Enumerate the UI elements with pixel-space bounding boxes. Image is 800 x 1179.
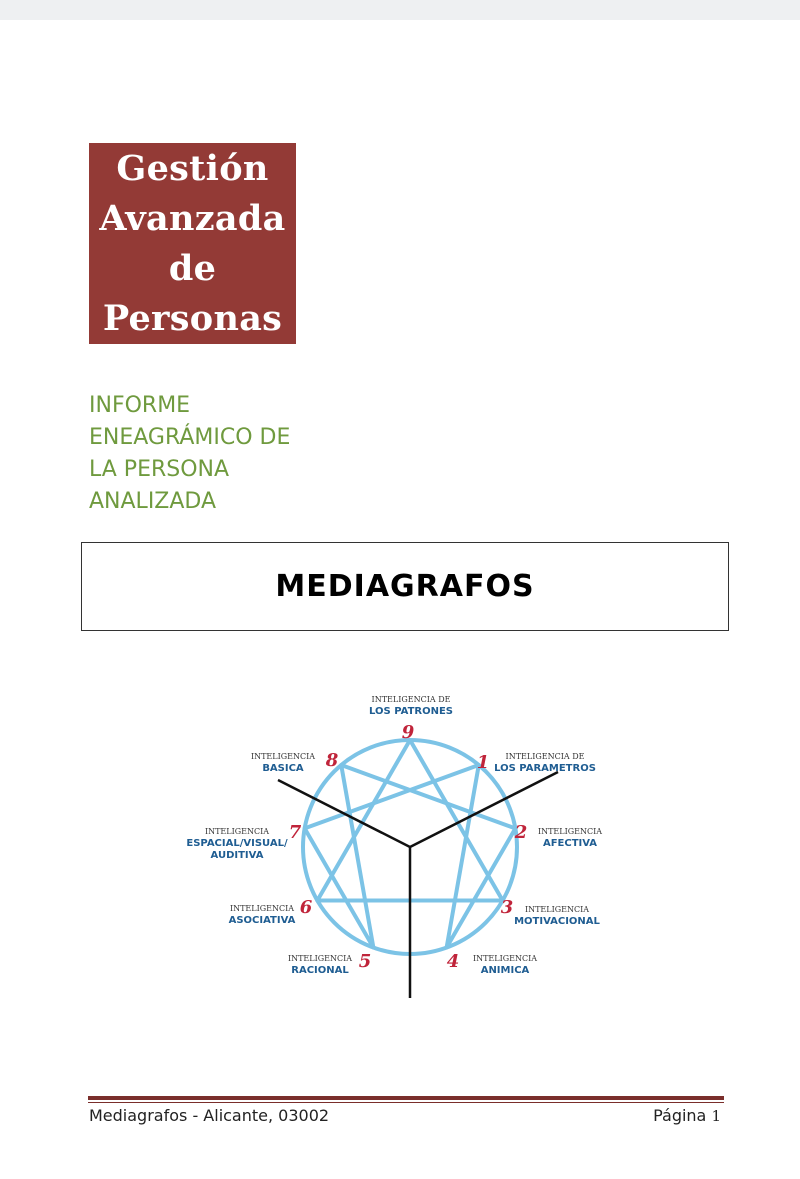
label-name-9: LOS PATRONES [369, 706, 453, 717]
label-name-3: MOTIVACIONAL [514, 916, 600, 927]
label-small-3: INTELIGENCIA [524, 905, 590, 914]
label-small-7: INTELIGENCIA [204, 827, 270, 836]
label-small-4: INTELIGENCIA [472, 954, 538, 963]
page-number: 1 [711, 1107, 721, 1125]
page-label: Página [653, 1106, 707, 1125]
logo-line-1: Gestión [116, 147, 269, 189]
enneagram-number-8: 8 [325, 750, 339, 771]
label-small-5: INTELIGENCIA [287, 954, 353, 963]
logo-line-4: Personas [102, 297, 283, 339]
label-name-6: ASOCIATIVA [228, 915, 296, 926]
footer-page [653, 1106, 721, 1125]
enneagram-number-1: 1 [476, 752, 490, 773]
label-name-1: LOS PARAMETROS [494, 763, 596, 774]
subtitle-line-2: ENEAGRÁMICO DE [89, 425, 291, 450]
label-small-6: INTELIGENCIA [229, 904, 295, 913]
enneagram-diagram [150, 680, 650, 1020]
subtitle-line-1: INFORME [89, 393, 191, 418]
enneagram-number-6: 6 [299, 897, 313, 918]
footer-address: Mediagrafos - Alicante, 03002 [89, 1106, 330, 1125]
label-small-9: INTELIGENCIA DE [371, 695, 451, 704]
label-name-8: BASICA [262, 763, 304, 774]
enneagram-number-7: 7 [288, 822, 302, 843]
label-name-7-2: AUDITIVA [210, 850, 264, 861]
subtitle-line-3: LA PERSONA [89, 457, 230, 482]
logo-line-3: de [168, 247, 217, 289]
label-name-7: ESPACIAL/VISUAL/ [186, 838, 288, 849]
logo [89, 143, 296, 344]
enneagram-number-2: 2 [514, 822, 528, 843]
top-bar [0, 0, 800, 20]
label-name-5: RACIONAL [291, 965, 349, 976]
page-title: MEDIAGRAFOS [275, 569, 535, 604]
enneagram-number-5: 5 [358, 951, 372, 972]
label-small-1: INTELIGENCIA DE [505, 752, 585, 761]
enneagram-number-4: 4 [446, 951, 460, 972]
label-small-8: INTELIGENCIA [250, 752, 316, 761]
enneagram-number-3: 3 [500, 897, 514, 918]
label-name-4: ANIMICA [480, 965, 530, 976]
label-small-2: INTELIGENCIA [537, 827, 603, 836]
report-subtitle [89, 390, 349, 518]
title-box [81, 542, 729, 631]
logo-line-2: Avanzada [99, 197, 286, 239]
footer-rule [88, 1096, 724, 1100]
footer-rule-thin [88, 1102, 724, 1103]
subtitle-line-4: ANALIZADA [89, 489, 217, 514]
label-name-2: AFECTIVA [542, 838, 598, 849]
enneagram-number-9: 9 [401, 722, 415, 743]
